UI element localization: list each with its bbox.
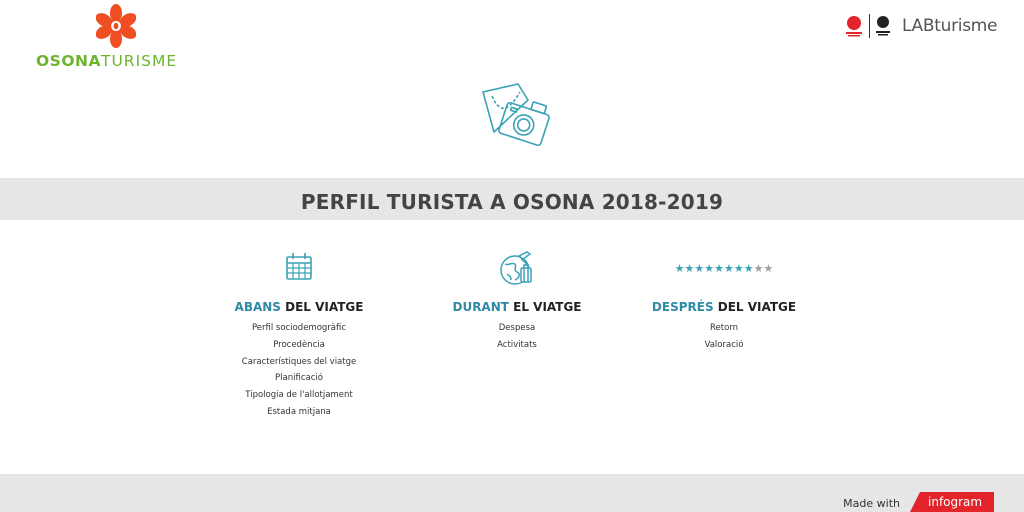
list-item: Despesa — [498, 323, 536, 333]
star-empty-icon: ★ — [763, 261, 774, 275]
rating-stars-icon — [624, 248, 824, 288]
page-title: PERFIL TURISTA A OSONA 2018-2019 — [300, 190, 724, 214]
logo-text-bold: OSONA — [36, 52, 101, 70]
lab-suffix: turisme — [934, 16, 998, 36]
list-item: Perfil sociodemogràfic — [251, 323, 347, 333]
heading-rest: DEL VIATGE — [280, 300, 364, 314]
star-filled-icon: ★ — [684, 261, 695, 275]
travel-globe-icon — [497, 248, 537, 288]
section-item-list — [417, 320, 617, 354]
star-filled-icon: ★ — [733, 261, 744, 275]
heading-highlight: DESPRÉS — [651, 300, 714, 314]
section-abans — [199, 248, 399, 421]
photo-camera-icon — [480, 82, 554, 154]
list-item: Activitats — [497, 339, 537, 350]
section-heading — [417, 300, 617, 314]
diputacio-seal-icon — [873, 14, 893, 38]
list-item: Estada mitjana — [267, 406, 331, 417]
labturisme-logo — [902, 16, 997, 36]
star-filled-icon: ★ — [674, 261, 685, 275]
diputacio-badge-icon — [842, 14, 866, 38]
list-item: Retorn — [709, 323, 739, 333]
star-filled-icon: ★ — [743, 261, 754, 275]
partner-separator — [869, 14, 870, 38]
flower-logo-icon — [96, 4, 136, 48]
list-item: Procedència — [273, 339, 325, 350]
partner-logos — [842, 12, 1002, 42]
section-durant — [417, 248, 617, 354]
section-item-list — [199, 320, 399, 421]
section-item-list — [624, 320, 824, 354]
heading-rest: EL VIATGE — [508, 300, 582, 314]
list-item: Característiques del viatge — [241, 356, 357, 367]
osona-turisme-logo[interactable] — [36, 4, 178, 70]
star-filled-icon: ★ — [714, 261, 724, 275]
made-with-label: Made with — [843, 497, 900, 510]
section-heading — [199, 300, 399, 314]
list-item: Valoració — [704, 339, 744, 350]
calendar-icon — [279, 248, 319, 288]
flower-letter: O — [110, 20, 122, 35]
star-filled-icon: ★ — [724, 261, 734, 275]
lab-prefix: LAB — [902, 16, 935, 36]
infogram-brand-link[interactable]: infogram — [928, 495, 983, 509]
heading-rest: DEL VIATGE — [713, 300, 797, 314]
star-filled-icon: ★ — [704, 261, 715, 275]
section-heading — [624, 300, 824, 314]
heading-highlight: ABANS — [234, 300, 281, 314]
logo-text-light: TURISME — [100, 52, 178, 70]
star-empty-icon: ★ — [753, 261, 764, 275]
star-filled-icon: ★ — [694, 261, 705, 275]
list-item: Planificació — [275, 373, 323, 384]
section-despres — [624, 248, 824, 354]
logo-wordmark — [36, 52, 177, 70]
list-item: Tipologia de l'allotjament — [245, 390, 353, 401]
heading-highlight: DURANT — [452, 300, 509, 314]
